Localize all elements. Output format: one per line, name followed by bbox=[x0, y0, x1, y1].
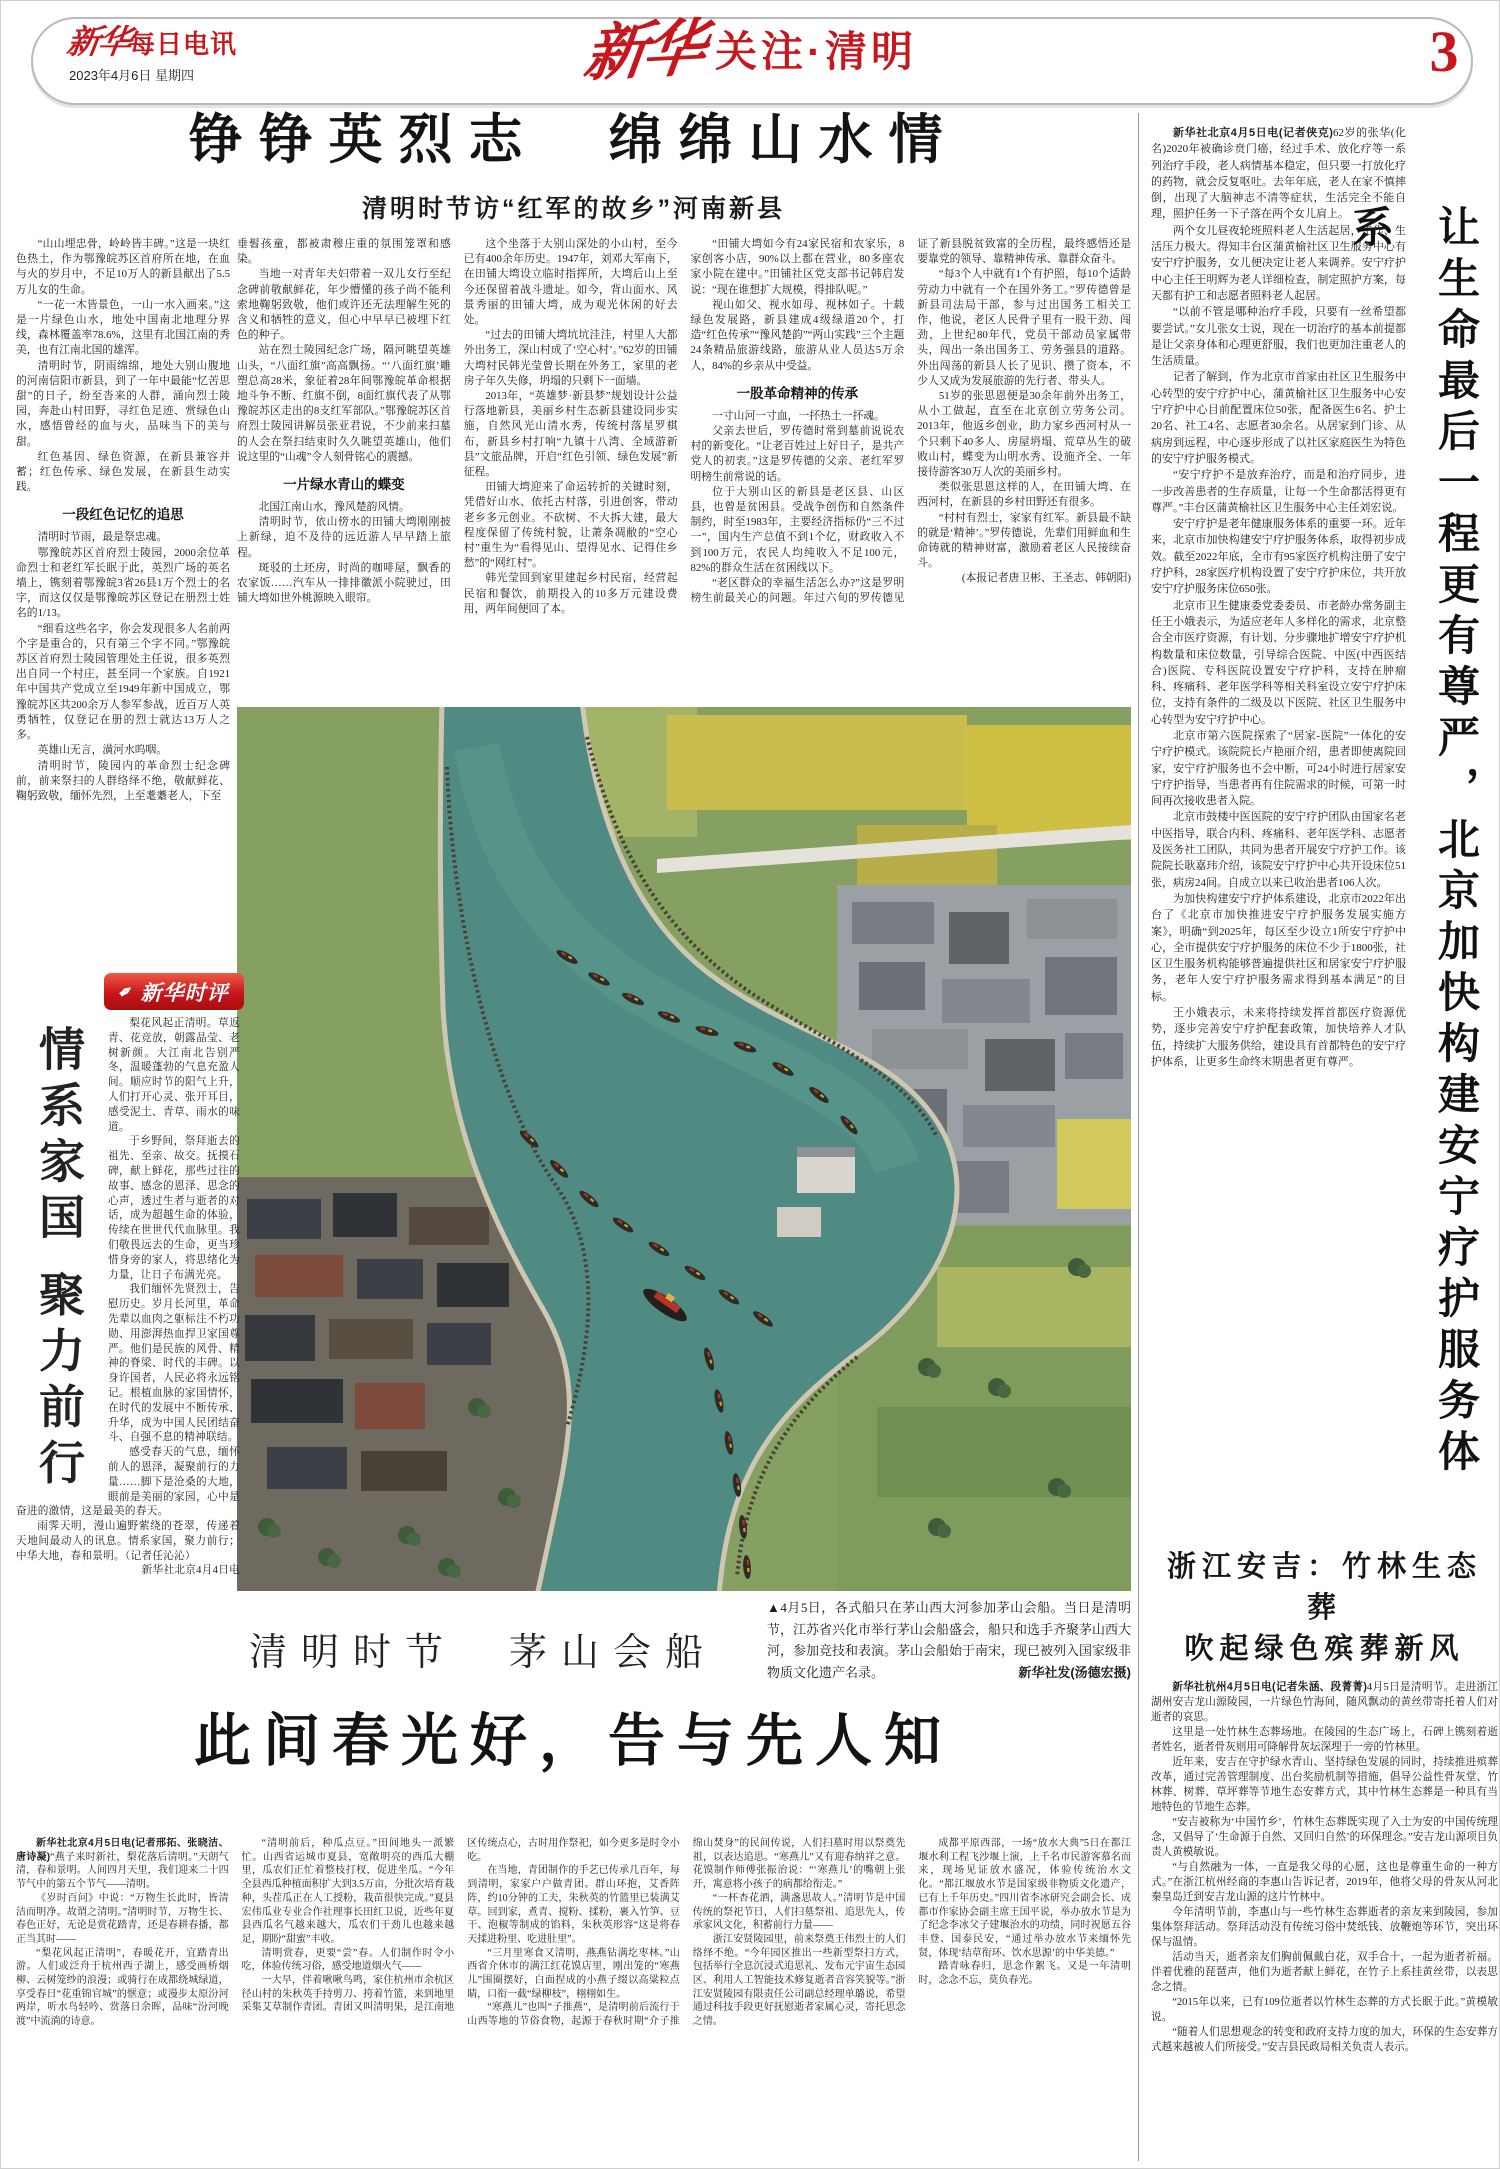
main-article-columns: 垂髫孩童，都被肃穆庄重的氛围笼罩和感染。 当地一对青年夫妇带着一双儿女行至纪念碑前敬献鲜花，年少懵懂的孩子尚不能利索地鞠躬致敬，他们或许还无法理解生死的含义和牺牲的意义，但心中早早已被埋下红色的种子。 站在烈士陵园纪念广场，隔河眺望英雄山头，“八面红旗”高高飘扬。“‘八面红旗’雕塑总高28米，象征着28年间鄂豫皖革命根据地斗争不断、红旗不倒，8面红旗代表了从鄂豫皖苏区走出的8支红军部队。”鄂豫皖苏区首府烈士陵园讲解员张亚君说，不少前来扫墓的人会在祭扫结束时久久眺望英雄山，他们说这里的“山魂”令人刻骨铭心的震撼。 一片绿水青山的蝶变 北国江南山水，豫风楚韵风情。 清明时节，依山傍水的田铺大塆刚刚披上新绿，迫不及待的远近游人早早踏上旅程。 斑驳的土坯房，时尚的咖啡屋，飘香的农家饭……汽车从一排排徽派小院驶过，田铺大塆如世外桃源映入眼帘。 这个坐落于大别山深处的小山村，至今已有400余年历史。1947年，刘邓大军南下，在田铺大塆设立临时指挥所，大塆后山上至今还保留着战斗遗址。如今，背山面水、风景秀丽的田铺大塆，成为观光休闲的好去处。 “过去的田铺大塆坑坑洼洼，村里人大都外出务工，深山村成了‘空心村’。”62岁的田铺大塆村民韩光莹曾长期在外务工，家里的老房子年久失修，坍塌的只剩下一面墙。 2013年，“英雄梦·新县梦”规划设计公益行落地新县，美丽乡村生态新县建设同步实施，自然风光山清水秀，传统村落星罗棋布，新县乡村打响“九镇十八湾、全域游新县”文旅品牌，开启“红色引领、绿色发展”新征程。 田铺大塆迎来了命运转折的关键时刻，凭借好山水、依托古村落，引进创客，带动老乡多元创业。不砍树、不大拆大建，最大程度保留了传统村貌，让萧条凋敝的“空心村”重生为“看得见山、望得见水、记得住乡愁”的“网红村”。 韩光莹回到家里建起乡村民宿，经营起民宿和餐饮，前期投入的10多万元建设费用，两年间便回了本。 “田铺大塆如今有24家民宿和农家乐，8家创客小店，90%以上都在营业，80多座农家小院在建中。”田铺社区党支部书记韩启发说：“现在谁想扩大规模，得排队呢。” 视山如父、视水如母、视林如子。十载绿色发展路，新县建成4级绿道20个，打造“红色传承”“豫风楚韵”“两山实践”三个主题24条精品旅游线路，旅游从业人员达5万余人，84%的乡亲从中受益。 一股革命精神的传承 一寸山河一寸血，一抔热土一抔魂。 父亲去世后，罗传德时常到墓前说说农村的新变化。“让老百姓过上好日子，是共产党人的初衷。”这是罗传德的父亲、老红军罗明榜生前常说的话。 位于大别山区的新县是老区县、山区县，也曾是贫困县。受战争创伤和自然条件制约，时至1983年，主要经济指标仍“三不过一”，国内生产总值不到1个亿，财政收入不到100万元，农民人均纯收入不足100元，82%的群众生活在贫困线以下。 “老区群众的幸福生活怎么办?”这是罗明榜生前最关心的问题。年过六旬的罗传德见证了新县脱贫致富的全历程，最终感悟还是要靠党的领导、靠精神传承、靠群众奋斗。 “每3个人中就有1个有护照，每10个适龄劳动力中就有一个在国外务工。”罗传德曾是新县司法局干部，参与过出国务工相关工作，他说，老区人民骨子里有一股干劲、闯劲，上世纪80年代，党员干部动员家属带头，闯出一条出国务工、劳务强县的道路。外出闯荡的新县人长了见识、攒了资本，不少人又成为发展旅游的先行者、带头人。 51岁的张思恩便是30余年前外出务工，从小工做起，直至在北京创立劳务公司。2013年，他返乡创业，助力家乡西河村从一个只剩下40多人、房屋坍塌、荒草丛生的破败山村，蝶变为山明水秀、设施齐全、一年接待游客30万人次的美丽乡村。 类似张思恩这样的人，在田铺大塆、在西河村，在新县的乡村田野还有很多。 “村村有烈士，家家有红军。新县最不缺的就是‘精神’。”罗传德说，先辈们用鲜血和生命铸就的精神财富，激励着老区人民接续奋斗。 (本报记者唐卫彬、王圣志、韩朝阳) bbox=[237, 238, 1131, 615]
masthead-script: 新华 bbox=[580, 15, 706, 89]
main-subheadline: 清明时节访“红军的故乡”河南新县 bbox=[361, 195, 785, 223]
bottom-article-headline: 此间春光好，告与先人知 bbox=[194, 1710, 953, 1773]
main-article-column-1: “山山埋忠骨，岭岭皆丰碑。”这是一块红色热土，作为鄂豫皖苏区首府所在地，在血与火的岁月中，不足10万人的新县献出了5.5万儿女的生命。 “一花一木皆景色，一山一水入画来。”这是一片绿色山水，地处中国南北地理分界线，森林覆盖率78.6%，这里有北国江南的秀美，也有江南北国的雄浑。 清明时节，阴雨绵绵，地处大别山腹地的河南信阳市新县，到了一年中最能“忆苦思甜”的日子，纷至沓来的人群，涌向烈士陵园，奔赴山村田野，寻红色足迹、赏绿色山水，感悟曾经的血与火，品味当下的美与甜。 红色基因、绿色资源，在新县兼容并蓄；红色传承、绿色发展，在新县生动实践。 一段红色记忆的追思 清明时节雨，最是祭忠魂。 鄂豫皖苏区首府烈士陵园，2000余位革命烈士和老红军长眠于此，英烈广场的英名墙上，镌刻着鄂豫皖3省26县1万个烈士的名字，而这仅仅是鄂豫皖苏区登记在册烈士姓名的1/13。 “细看这些名字，你会发现很多人名前两个字是重合的，只有第三个字不同。”鄂豫皖苏区首府烈士陵园管理处主任说，很多英烈出自同一个村庄，甚至同一个家族。自1921年中国共产党成立至1949年新中国成立，鄂豫皖苏区共200余万人参军参战，近百万人英勇牺牲，仅登记在册的烈士就达13万人之多。 英雄山无言，潢河水呜咽。 清明时节，陵园内的革命烈士纪念碑前，前来祭扫的人群络绎不绝，敬献鲜花、鞠躬致敬，缅怀先烈，上至耄耋老人，下至 bbox=[16, 238, 230, 802]
issue-date: 2023年4月6日 星期四 bbox=[69, 68, 194, 83]
main-headline: 铮铮英烈志 绵绵山水情 bbox=[188, 110, 959, 170]
hospice-body: 新华社北京4月5日电(记者侠克)62岁的张华(化名)2020年被确诊贲门癌，经过手术、放化疗等一系列治疗手段，老人病情基本稳定，但只要一打放化疗的药物，就会反复呕吐。去年年底，老人在家不慎摔倒，出现了大脑神志不清等症状，生活完全不能自理，照护任务一下子落在两个女儿肩上。 两个女儿昼夜轮班照料老人生活起居，工作、生活压力极大。得知丰台区蒲黄榆社区卫生服务中心有安宁疗护服务，女儿便决定让老人来调养。安宁疗护中心主任王明辉为老人详细检查，制定照护方案，每天都有护工和志愿者照料老人起居。 “以前不管是哪种治疗手段，只要有一丝希望都要尝试。”女儿张女士说，现在一切治疗的基本前提都是让父亲身体和心理更舒服，我们也更加注重老人的生活质量。 记者了解到，作为北京市首家由社区卫生服务中心转型的安宁疗护中心，蒲黄榆社区卫生服务中心安宁疗护中心目前配置床位50张，配备医生6名、护士20名、社工4名、志愿者30余名。从居家到门诊、从病房到远程，中心逐步形成了以社区家庭医生为特色的安宁疗护服务模式。 “安宁疗护不是放弃治疗，而是和治疗同步，进一步改善患者的生存质量，让每一个生命都活得更有尊严。”丰台区蒲黄榆社区卫生服务中心主任刘宏说。 安宁疗护是老年健康服务体系的重要一环。近年来，北京市加快构建安宁疗护服务体系，取得初步成效。截至2022年底，全市有95家医疗机构注册了安宁疗护科，28家医疗机构设置了安宁疗护床位，共开放安宁疗护服务床位650张。 北京市卫生健康委党委委员、市老龄办常务副主任王小娥表示，为适应老年人多样化的需求，北京整合全市医疗资源，有计划、分步骤地扩增安宁疗护机构数量和床位数量，引导综合医院、中医(中西医结合)医院、专科医院设置安宁疗护科，支持在肿瘤科、疼痛科、老年医学科等相关科室设立安宁疗护床位，支持有条件的二级及以下医院、社区卫生服务中心转型为安宁疗护中心。 北京市第六医院探索了“居家-医院”一体化的安宁疗护模式。该院院长卢艳丽介绍，患者即使离院回家，安宁疗护服务也不会中断，可24小时进行居家安宁疗护指导，当患者再有住院需求的时候，可第一时间再次接收患者入院。 北京市鼓楼中医医院的安宁疗护团队由国家名老中医指导，联合内科、疼痛科、老年医学科、志愿者及医务社工团队，共同为患者开展安宁疗护工作。该院院长耿嘉玮介绍，该院安宁疗护中心共开设床位51张，病房24间。自成立以来已收治患者106人次。 为加快构建安宁疗护体系建设，北京市2022年出台了《北京市加快推进安宁疗护服务发展实施方案》，明确“到2025年，每区至少设立1所安宁疗护中心，全市提供安宁疗护服务的床位不少于1800张，社区卫生服务机构能够普遍提供社区和居家安宁疗护服务，老年人安宁疗护服务需求得到基本满足”的目标。 王小娥表示，未来将持续发挥首都医疗资源优势，逐步完善安宁疗护配套政策，加快培养人才队伍，持续扩大服务供给，建设具有首都特色的安宁疗护体系，让更多生命终末期患者更有尊严。 bbox=[1151, 127, 1406, 1068]
page-number: 3 bbox=[1429, 19, 1459, 84]
logo-script: 新华 bbox=[64, 25, 132, 61]
photo-caption-text: ▲4月5日，各式船只在茅山西大河参加茅山会船。当日是清明节，江苏省兴化市举行茅山会船盛会，船只和选手齐聚茅山西大河，参加竞技和表演。茅山会船始于南宋，现已被列入国家级非物质文化遗产名录。 bbox=[767, 1600, 1132, 1680]
bottom-article-columns: 新华社北京4月5日电(记者邢拓、张晓洁、唐诗凝)“燕子来时新社，梨花落后清明。”天朗气清，春和景明。人间四月天里，我们迎来二十四节气中的第五个节气——清明。 《岁时百问》中说：“万物生长此时，皆清洁而明净。故谓之清明。”清明时节，万物生长、春色正好，无论是赏花踏青，还是春耕春播，都正当其时—— “梨花风起正清明”，春暖花开，宜踏青出游。人们或泛舟于杭州西子湖上，感受画桥烟柳、云树笼纱的浪漫；或骑行在成都绕城绿道，享受春日“花重锦官城”的惬意；或漫步太原汾河两岸，听水鸟轻吟、赏落日余晖，品味“汾河晚渡”中流淌的诗意。 “清明前后，种瓜点豆。”田间地头一派繁忙。山西省运城市夏县，宽敞明亮的西瓜大棚里，瓜农们正忙着整枝打杈，促进坐瓜。“今年全县西瓜种植面积扩大到3.5万亩，分批次培育栽种，头茬瓜正在人工授粉，栽苗很快完成。”夏县宏伟瓜业专业合作社理事长田红卫说，近些年夏县西瓜名气越来越大，瓜农们干劲儿也越来越足，期盼“甜蜜”丰收。 清明赏春，更要“尝”春。人们制作时令小吃，体验传统习俗，感受地道烟火气—— 一大早，伴着啾啾鸟鸣，家住杭州市余杭区径山村的朱秋英手持剪刀、挎着竹篮，来到地里采集艾草制作青团。青团又叫清明果，是江南地区传统点心，古时用作祭祀，如今更多是时令小吃。 在当地，青团制作的手艺已传承几百年，每到清明，家家户户做青团。群山环抱，艾香阵阵，约10分钟的工夫，朱秋英的竹篮里已装满艾草。回到家，煮青、搅粉、揉粉，裹入竹笋、豆干、泡椒等制成的馅料，朱秋英形容“这是将春天揉进粉里、吃进肚里”。 “三月里寒食又清明，燕燕钻满圪枣林。”山西省介休市的满江红花馍店里，刚出笼的“寒燕儿”围圈摆好，白面捏成的小燕子缀以高粱粒点睛，口衔一截“绿柳枝”，栩栩如生。 “寒燕儿”也叫“子推燕”，是清明前后流行于山西等地的节俗食物，起源于春秋时期“介子推绵山焚身”的民间传说，人们扫墓时用以祭奠先祖，以表达追思。“寒燕儿”又有迎春纳祥之意。花馍制作师傅张振治说：“‘寒燕儿’的嘴朝上张开，寓意将小孩子的病都给衔走。” “一杯杏花酒，满盏思故人。”清明节是中国传统的祭祀节日，人们扫墓祭祖、追思先人，传承家风文化，积蓄前行力量—— 浙江安贤陵园里，前来祭奠王伟烈士的人们络绎不绝。“今年园区推出一些新型祭扫方式，包括举行全息沉浸式追思礼、发布元宇宙生态园区、利用人工智能技术修复逝者音容笑貌等。”浙江安贤陵园有限责任公司副总经理单璐说，希望通过科技手段更好抚慰逝者家属心灵，寄托思念之情。 成都平原西部，一场“放水大典”5日在都江堰水利工程飞沙堰上演，上千名市民游客慕名而来，现场见证放水盛况，体验传统治水文化。“都江堰放水节是国家级非物质文化遗产，已有上千年历史。”四川省李冰研究会副会长、成都市作家协会副主席王国平说，举办放水节是为了纪念李冰父子建堰治水的功绩，同时祝愿五谷丰登、国泰民安，“通过举办放水节来缅怀先贤，体现‘结草衔环、饮水思源’的中华美德。” 踏青咏春归，思念作絮飞。又是一年清明时，念念不忘，莫负春光。 bbox=[16, 1838, 1131, 2028]
logo-rest: 每日电讯 bbox=[129, 29, 238, 59]
anji-headline-line2: 吹起绿色殡葬新风 bbox=[1184, 1633, 1465, 1665]
anji-body: 新华社杭州4月5日电(记者朱涵、段菁菁)4月5日是清明节。走进浙江湖州安吉龙山源陵园，一片绿色竹海间，随风飘动的黄丝带寄托着人们对逝者的哀思。 这里是一处竹林生态葬场地。在陵园的生态广场上，石碑上镌刻着逝者姓名，逝者骨灰则用可降解骨灰坛深埋于一旁的竹林里。 近年来，安吉在守护绿水青山、坚持绿色发展的同时，持续推进殡葬改革，通过完善管理制度、出台奖励机制等措施，倡导公益性骨灰堂、竹林葬、树葬、草坪葬等节地生态安葬方式，其中竹林生态葬是一种具有当地特色的节地生态葬。 “安吉被称为‘中国竹乡’，竹林生态葬既实现了入土为安的中国传统理念，又倡导了‘生命源于自然、又回归自然’的环保理念。”安吉龙山源项目负责人黄模敏说。 “与自然融为一体，一直是我父母的心愿，这也是尊重生命的一种方式。”在浙江杭州经商的李惠山告诉记者，2019年，他将父母的骨灰从河北秦皇岛迁到安吉龙山源的这片竹林中。 今年清明节前，李惠山与一些竹林生态葬逝者的亲友来到陵园，参加集体祭拜活动。祭拜活动没有传统习俗中焚纸钱、放鞭炮等环节，突出环保与温情。 活动当天，逝者亲友们胸前佩戴白花，双手合十，一起为逝者祈福。伴着优雅的琵琶声，他们为逝者献上鲜花，在竹子上系挂黄丝带，以表思念之情。 “2015年以来，已有109位逝者以竹林生态葬的方式长眠于此。”黄模敏说。 “随着人们思想观念的转变和政府支持力度的加大，环保的生态安葬方式越来越被人们所接受。”安吉县民政局相关负责人表示。 bbox=[1151, 1681, 1498, 2053]
anji-headline-line1: 浙江安吉：竹林生态葬 bbox=[1166, 1551, 1482, 1624]
pen-icon: ✒ bbox=[115, 978, 139, 1004]
masthead-title: 关注·清明 bbox=[715, 28, 917, 75]
commentary-vertical-title: 情系家国 聚力前行 bbox=[33, 1025, 84, 1495]
badge-label: 新华时评 bbox=[140, 981, 229, 1005]
commentary-body: 梨花风起正清明。草返青、花竞放，朝露晶莹、老树新颜。大江南北告别严冬，温暖蓬勃的气息充盈人间。顺应时节的阳气上升，人们打开心灵、张开耳目，感受泥土、青草、雨水的味道。 于乡野间，祭拜逝去的祖先、至亲、故交。抚摸石碑，献上鲜花，那些过往的故事、感念的恩泽、思念的心声，透过生者与逝者的对话，成为超越生命的体验，传续在世世代代血脉里。我们敬畏远去的生命，更当珍惜身旁的家人，将思绪化为力量，让日子布满光亮。 我们缅怀先贤烈士，告慰历史。岁月长河里，革命先辈以血肉之躯标注不朽功勋、用澎湃热血捍卫家国尊严。他们是民族的风骨、精神的脊梁、时代的丰碑。以身许国者，人民必将永远铭记。根植血脉的家国情怀，在时代的发展中不断传承、升华，成为中国人民团结奋斗、自强不息的精神联结。 感受春天的气息，缅怀前人的恩泽，凝聚前行的力量……脚下是沧桑的大地，眼前是美丽的家园，心中是奋进的激情，这是最美的春天。 雨霁天明，漫山遍野萦绕的苍翠，传递着天地间最动人的讯息。情系家国，聚力前行；中华大地，春和景明。（记者任沁沁） 新华社北京4月4日电 bbox=[16, 1018, 240, 1577]
xinhua-commentary-badge bbox=[104, 973, 244, 1010]
hospice-vertical-headline: 让生命最后一程更有尊严，北京加快构建安宁疗护服务体系 bbox=[1346, 205, 1478, 1480]
photo-caption-title: 清明时节 茅山会船 bbox=[249, 1632, 718, 1674]
aerial-photo bbox=[237, 707, 1131, 1591]
anji-bamboo-burial-article bbox=[1151, 1547, 1498, 2169]
hospice-care-article bbox=[1151, 125, 1498, 1539]
photo-caption bbox=[767, 1597, 1131, 1683]
column-divider bbox=[1138, 113, 1139, 2161]
photo-credit: 新华社发(汤德宏摄) bbox=[1018, 1664, 1131, 1680]
anji-headline bbox=[1151, 1547, 1498, 1670]
commentary-article bbox=[16, 1017, 240, 1665]
section-masthead bbox=[1, 15, 1500, 89]
